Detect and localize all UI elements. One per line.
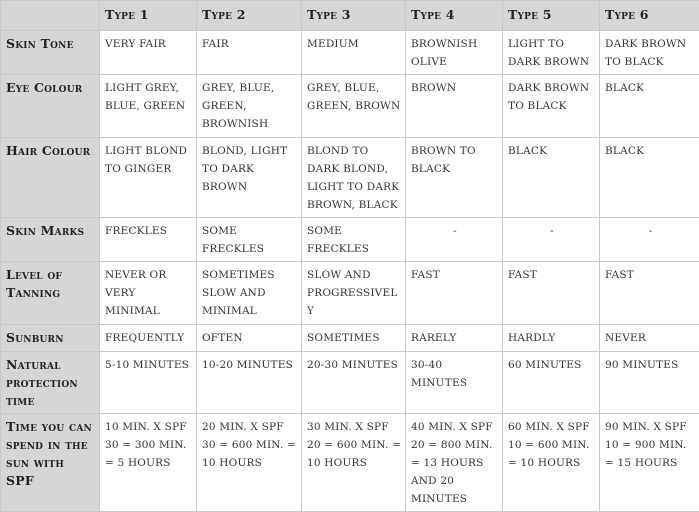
table-cell: NEVER (600, 325, 699, 352)
row-header: Skin Marks (1, 218, 100, 262)
table-cell: SOMETIMES (302, 325, 406, 352)
table-cell: 30-40 MINUTES (406, 352, 503, 414)
table-cell: FREQUENTLY (100, 325, 197, 352)
row-header: Hair Colour (1, 138, 100, 218)
table-cell: GREY, BLUE, GREEN, BROWNISH (197, 75, 302, 138)
table-cell: RARELY (406, 325, 503, 352)
table-cell: GREY, BLUE, GREEN, BROWN (302, 75, 406, 138)
table-cell: LIGHT BLOND TO GINGER (100, 138, 197, 218)
table-cell: DARK BROWN TO BLACK (600, 31, 699, 75)
table-cell: BROWN TO BLACK (406, 138, 503, 218)
table-cell: LIGHT GREY, BLUE, GREEN (100, 75, 197, 138)
table-cell: FAIR (197, 31, 302, 75)
table-cell: HARDLY (503, 325, 600, 352)
table-cell: SLOW AND PROGRESSIVELY (302, 262, 406, 325)
table-cell: BLOND TO DARK BLOND, LIGHT TO DARK BROWN, BLACK (302, 138, 406, 218)
row-header: Sunburn (1, 325, 100, 352)
table-cell: 20-30 MINUTES (302, 352, 406, 414)
row-header: Skin Tone (1, 31, 100, 75)
table-row-hair-colour (1, 138, 699, 218)
table-cell: BROWNISH OLIVE (406, 31, 503, 75)
table-cell: BLACK (600, 75, 699, 138)
table-cell: - (503, 218, 600, 262)
table-cell: LIGHT TO DARK BROWN (503, 31, 600, 75)
table-row-skin-tone (1, 31, 699, 75)
table-cell: BROWN (406, 75, 503, 138)
table-cell: OFTEN (197, 325, 302, 352)
table-cell: BLOND, LIGHT TO DARK BROWN (197, 138, 302, 218)
table-cell: 60 MINUTES (503, 352, 600, 414)
table-row-time-in-sun-with-spf (1, 414, 699, 512)
table-row-level-of-tanning (1, 262, 699, 325)
table-cell: - (406, 218, 503, 262)
row-header: Time you can spend in the sun with SPF (1, 414, 100, 512)
table-cell: 10 MIN. X SPF 30 = 300 MIN. = 5 HOURS (100, 414, 197, 512)
table-cell: FAST (406, 262, 503, 325)
table-cell: 20 MIN. X SPF 30 = 600 MIN. = 10 HOURS (197, 414, 302, 512)
table-cell: - (600, 218, 699, 262)
table-cell: MEDIUM (302, 31, 406, 75)
column-header-type-3: Type 3 (302, 1, 406, 31)
column-header-type-4: Type 4 (406, 1, 503, 31)
table-cell: FAST (503, 262, 600, 325)
column-header-type-2: Type 2 (197, 1, 302, 31)
column-header-type-6: Type 6 (600, 1, 699, 31)
table-cell: BLACK (503, 138, 600, 218)
table-cell: 90 MIN. X SPF 10 = 900 MIN. = 15 HOURS (600, 414, 699, 512)
corner-cell (1, 1, 100, 31)
table-cell: SOME FRECKLES (197, 218, 302, 262)
table-cell: 5-10 MINUTES (100, 352, 197, 414)
table-cell: 90 MINUTES (600, 352, 699, 414)
table-cell: DARK BROWN TO BLACK (503, 75, 600, 138)
table-cell: 10-20 MINUTES (197, 352, 302, 414)
table-cell: BLACK (600, 138, 699, 218)
table-cell: FRECKLES (100, 218, 197, 262)
row-header: Eye Colour (1, 75, 100, 138)
table-row-sunburn (1, 325, 699, 352)
table-row-eye-colour (1, 75, 699, 138)
row-header: Level of Tanning (1, 262, 100, 325)
table-cell: FAST (600, 262, 699, 325)
table-row-skin-marks (1, 218, 699, 262)
column-header-type-5: Type 5 (503, 1, 600, 31)
table-cell: 40 MIN. X SPF 20 = 800 MIN. = 13 HOURS AND 20 MINUTES (406, 414, 503, 512)
table-cell: NEVER OR VERY MINIMAL (100, 262, 197, 325)
column-header-type-1: Type 1 (100, 1, 197, 31)
table-cell: VERY FAIR (100, 31, 197, 75)
header-row (1, 1, 699, 31)
table-cell: SOME FRECKLES (302, 218, 406, 262)
row-header: Natural protection time (1, 352, 100, 414)
table-cell: 30 MIN. X SPF 20 = 600 MIN. = 10 HOURS (302, 414, 406, 512)
table-cell: SOMETIMES SLOW AND MINIMAL (197, 262, 302, 325)
table-cell: 60 MIN. X SPF 10 = 600 MIN. = 10 HOURS (503, 414, 600, 512)
table-row-natural-protection-time (1, 352, 699, 414)
